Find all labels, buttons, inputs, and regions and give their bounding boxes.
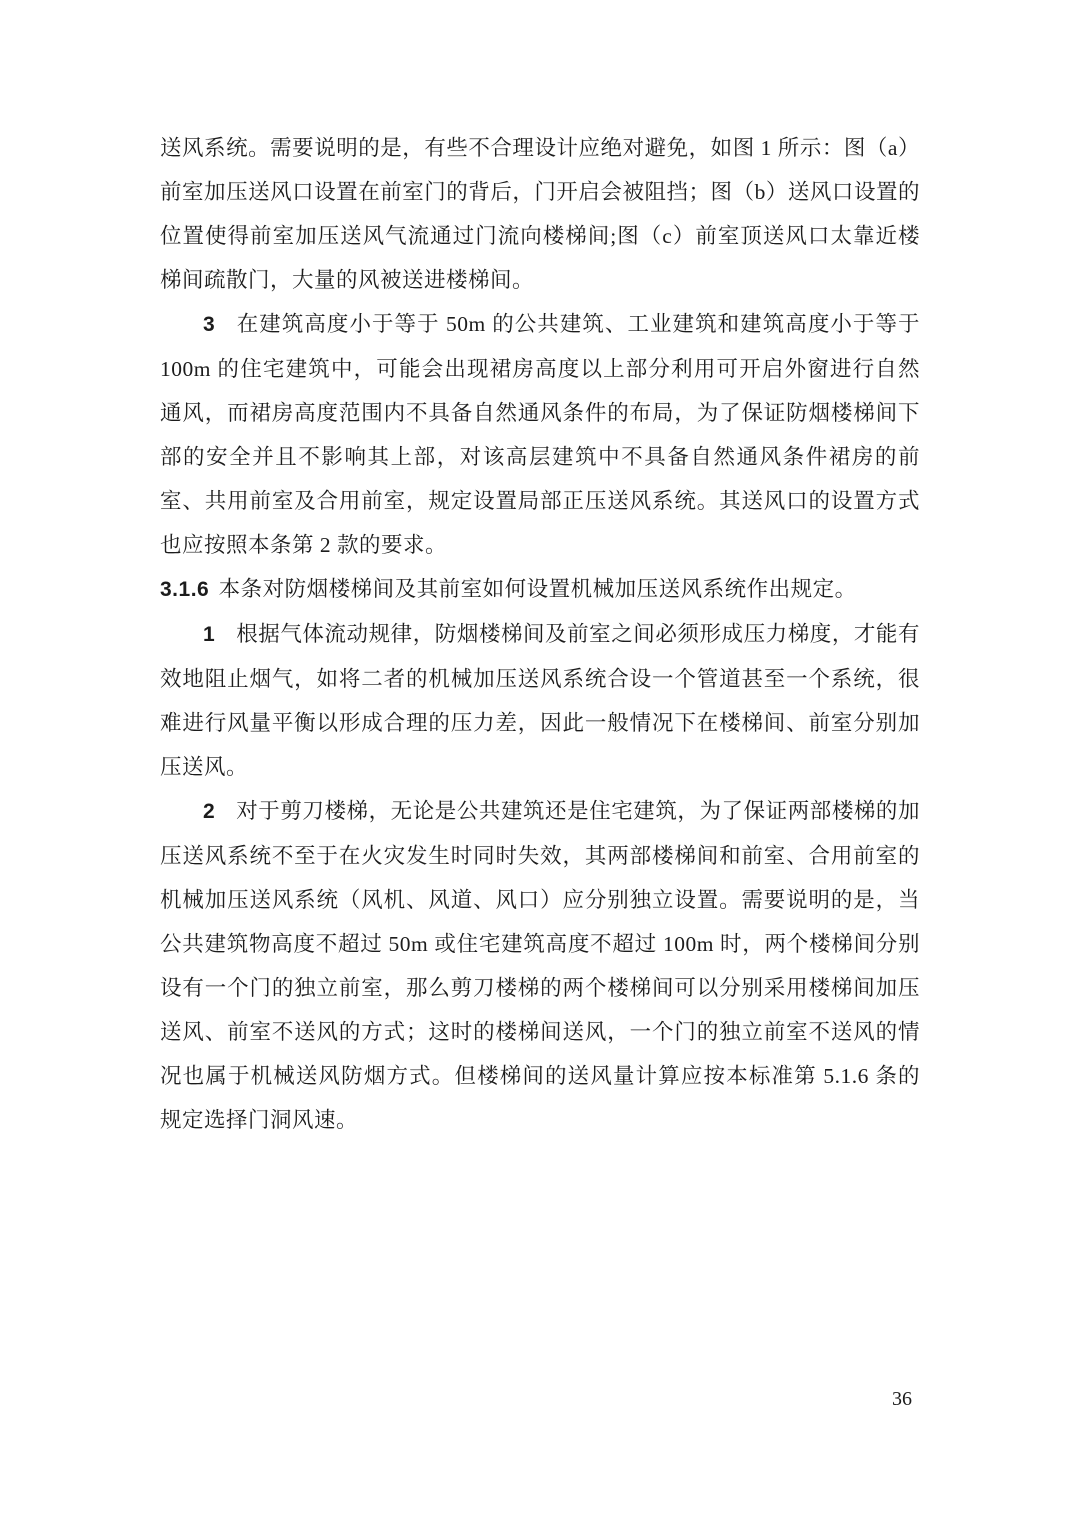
paragraph-text: 本条对防烟楼梯间及其前室如何设置机械加压送风系统作出规定。	[218, 577, 857, 601]
item-number: 3	[203, 313, 216, 336]
item-number: 1	[203, 623, 216, 646]
paragraph-text: 在建筑高度小于等于 50m 的公共建筑、工业建筑和建筑高度小于等于 100m 的住宅建筑中，可能会出现裙房高度以上部分利用可开启外窗进行自然通风，而裙房高度范围内不具备自然通风条件的布局，为了保证防烟楼梯间下部的安全并且不影响其上部，对该高层建筑中不具备自然通风条件裙房的前室、共用前室及合用前室，规定设置局部正压送风系统。其送风口的设置方式也应按照本条第 2 款的要求。	[160, 312, 920, 557]
paragraph-text: 送风系统。需要说明的是，有些不合理设计应绝对避免，如图 1 所示：图（a）前室加压送风口设置在前室门的背后，门开启会被阻挡；图（b）送风口设置的位置使得前室加压送风气流通过门流向楼梯间;图（c）前室顶送风口太靠近楼梯间疏散门，大量的风被送进楼梯间。	[160, 136, 920, 292]
paragraph-continuation	[160, 126, 920, 302]
paragraph-clause-3-1-6	[160, 567, 920, 612]
paragraph-item-3	[160, 302, 920, 567]
clause-number: 3.1.6	[160, 578, 210, 601]
document-body	[160, 126, 920, 1142]
paragraph-text: 对于剪刀楼梯，无论是公共建筑还是住宅建筑，为了保证两部楼梯的加压送风系统不至于在火灾发生时同时失效，其两部楼梯间和前室、合用前室的机械加压送风系统（风机、风道、风口）应分别独立设置。需要说明的是，当公共建筑物高度不超过 50m 或住宅建筑高度不超过 100m 时，两个楼梯间分别设有一个门的独立前室，那么剪刀楼梯的两个楼梯间可以分别采用楼梯间加压送风、前室不送风的方式；这时的楼梯间送风，一个门的独立前室不送风的情况也属于机械送风防烟方式。但楼梯间的送风量计算应按本标准第 5.1.6 条的规定选择门洞风速。	[160, 799, 920, 1132]
paragraph-item-1	[160, 612, 920, 789]
page-number: 36	[892, 1388, 912, 1410]
paragraph-item-2	[160, 789, 920, 1142]
paragraph-text: 根据气体流动规律，防烟楼梯间及前室之间必须形成压力梯度，才能有效地阻止烟气，如将二者的机械加压送风系统合设一个管道甚至一个系统，很难进行风量平衡以形成合理的压力差，因此一般情况下在楼梯间、前室分别加压送风。	[160, 622, 920, 779]
item-number: 2	[203, 800, 216, 823]
